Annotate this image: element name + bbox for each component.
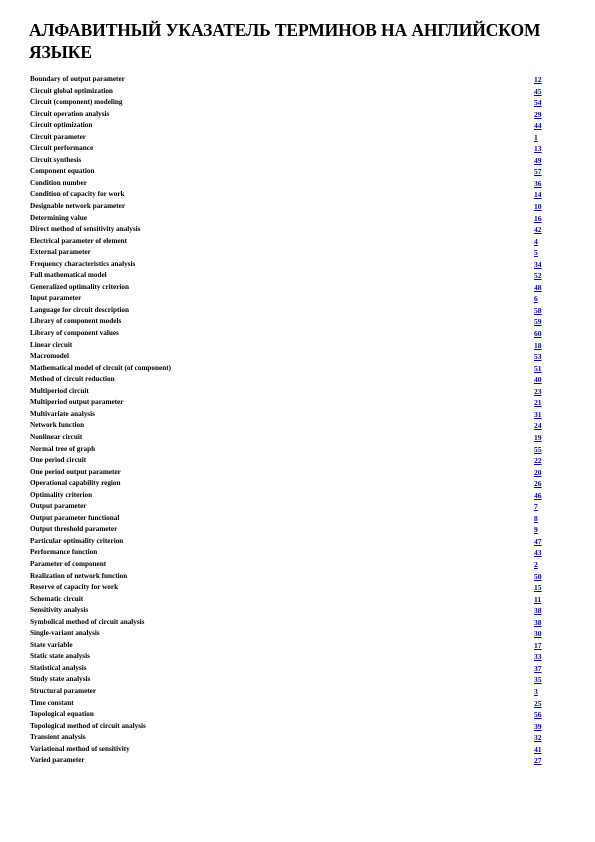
index-term: Circuit (component) modeling: [30, 98, 123, 107]
page-number-link[interactable]: 42: [534, 225, 542, 235]
list-item: [0, 490, 595, 502]
index-term: Structural parameter: [30, 686, 97, 695]
list-item: [0, 536, 595, 548]
list-item: [0, 224, 595, 236]
page-number-link[interactable]: 26: [534, 479, 542, 489]
page-number-link[interactable]: 57: [534, 167, 542, 177]
page-number-link[interactable]: 14: [534, 190, 542, 200]
list-item: [0, 189, 595, 201]
index-term: Full mathematical model: [30, 271, 107, 280]
index-term: Variational method of sensitivity: [30, 744, 130, 753]
index-term: Frequency characteristics analysis: [30, 259, 136, 268]
index-term: Parameter of component: [30, 559, 107, 568]
index-term: Study state analysis: [30, 675, 91, 684]
page-number-link[interactable]: 29: [534, 109, 542, 119]
index-term: Circuit performance: [30, 144, 94, 153]
page-number-link[interactable]: 10: [534, 202, 542, 212]
index-term: Generalized optimality criterion: [30, 282, 130, 291]
index-term: Output parameter: [30, 502, 87, 511]
list-item: [0, 282, 595, 294]
list-item: [0, 155, 595, 167]
index-term: State variable: [30, 640, 73, 649]
index-term: Symbolical method of circuit analysis: [30, 617, 145, 626]
list-item: [0, 420, 595, 432]
page-number-link[interactable]: 23: [534, 386, 542, 396]
page-number-link[interactable]: 27: [534, 756, 542, 766]
list-item: [0, 501, 595, 513]
page-number-link[interactable]: 13: [534, 144, 542, 154]
list-item: [0, 97, 595, 109]
index-term: Single-variant analysis: [30, 629, 100, 638]
page-title: АЛФАВИТНЫЙ УКАЗАТЕЛЬ ТЕРМИНОВ НА АНГЛИЙСКОМ ЯЗЫКЕ: [29, 20, 541, 62]
list-item: [0, 674, 595, 686]
page-number-link[interactable]: 45: [534, 86, 542, 96]
page-number-link[interactable]: 35: [534, 675, 542, 685]
page-number-link[interactable]: 48: [534, 282, 542, 292]
term-index-list: [0, 74, 595, 767]
page-number-link[interactable]: 9: [534, 525, 538, 535]
page-number-link[interactable]: 33: [534, 652, 542, 662]
list-item: [0, 617, 595, 629]
index-term: Particular optimality criterion: [30, 536, 124, 545]
index-term: Component equation: [30, 167, 95, 176]
page-number-link[interactable]: 39: [534, 721, 542, 731]
index-term: Determining value: [30, 213, 87, 222]
list-item: [0, 328, 595, 340]
page-number-link[interactable]: 21: [534, 398, 542, 408]
index-term: Normal tree of graph: [30, 444, 96, 453]
list-item: [0, 340, 595, 352]
page-number-link[interactable]: 43: [534, 548, 542, 558]
page-number-link[interactable]: 46: [534, 490, 542, 500]
list-item: [0, 455, 595, 467]
index-term: Output parameter functional: [30, 513, 120, 522]
list-item: [0, 686, 595, 698]
list-item: [0, 444, 595, 456]
list-item: [0, 409, 595, 421]
page-number-link[interactable]: 11: [534, 594, 542, 604]
page-number-link[interactable]: 53: [534, 352, 542, 362]
index-term: Multivariate analysis: [30, 409, 95, 418]
index-term: Network function: [30, 421, 85, 430]
list-item: [0, 467, 595, 479]
index-term: One period output parameter: [30, 467, 121, 476]
list-item: [0, 213, 595, 225]
list-item: [0, 86, 595, 98]
index-term: External parameter: [30, 248, 91, 257]
page-number-link[interactable]: 38: [534, 606, 542, 616]
page-number-link[interactable]: 59: [534, 317, 542, 327]
list-item: [0, 386, 595, 398]
page-number-link[interactable]: 20: [534, 467, 542, 477]
page-number-link[interactable]: 25: [534, 698, 542, 708]
page-number-link[interactable]: 7: [534, 502, 538, 512]
index-term: Circuit parameter: [30, 132, 86, 141]
list-item: [0, 397, 595, 409]
index-term: Varied parameter: [30, 756, 85, 765]
list-item: [0, 316, 595, 328]
index-term: Condition of capacity for work: [30, 190, 125, 199]
page-number-link[interactable]: 52: [534, 271, 542, 281]
page-number-link[interactable]: 60: [534, 329, 542, 339]
page-number-link[interactable]: 6: [534, 294, 538, 304]
page-number-link[interactable]: 31: [534, 409, 542, 419]
index-term: Macromodel: [30, 352, 69, 361]
list-item: [0, 247, 595, 259]
index-term: Condition number: [30, 178, 87, 187]
page-number-link[interactable]: 18: [534, 340, 542, 350]
index-term: Library of component values: [30, 329, 119, 338]
index-term: Topological equation: [30, 710, 94, 719]
index-term: Output threshold parameter: [30, 525, 118, 534]
list-item: [0, 270, 595, 282]
page-number-link[interactable]: 15: [534, 583, 542, 593]
list-item: [0, 236, 595, 248]
index-term: Circuit optimization: [30, 121, 93, 130]
index-term: Direct method of sensitivity analysis: [30, 225, 141, 234]
list-item: [0, 698, 595, 710]
index-term: Time constant: [30, 698, 74, 707]
index-term: Transient analysis: [30, 733, 86, 742]
list-item: [0, 594, 595, 606]
page-number-link[interactable]: 55: [534, 444, 542, 454]
index-term: Language for circuit description: [30, 305, 129, 314]
list-item: [0, 755, 595, 767]
index-term: Circuit global optimization: [30, 86, 113, 95]
index-term: Operational capability region: [30, 479, 121, 488]
page-number-link[interactable]: 40: [534, 375, 542, 385]
page-number-link[interactable]: 4: [534, 236, 538, 246]
index-term: Sensitivity analysis: [30, 606, 89, 615]
list-item: [0, 513, 595, 525]
page-number-link[interactable]: 8: [534, 513, 538, 523]
page-number-link[interactable]: 12: [534, 75, 542, 84]
index-term: Electrical parameter of element: [30, 236, 128, 245]
page-number-link[interactable]: 17: [534, 640, 542, 650]
list-item: [0, 293, 595, 305]
page-number-link[interactable]: 34: [534, 259, 542, 269]
page-number-link[interactable]: 47: [534, 536, 542, 546]
list-item: [0, 166, 595, 178]
index-term: Reserve of capacity for work: [30, 583, 119, 592]
index-term: Multiperiod circuit: [30, 386, 89, 395]
page-number-link[interactable]: 49: [534, 155, 542, 165]
page-number-link[interactable]: 56: [534, 710, 542, 720]
list-item: [0, 709, 595, 721]
index-term: Input parameter: [30, 294, 82, 303]
page-number-link[interactable]: 16: [534, 213, 542, 223]
page-number-link[interactable]: 41: [534, 744, 542, 754]
list-item: [0, 559, 595, 571]
list-item: [0, 259, 595, 271]
list-item: [0, 432, 595, 444]
list-item: [0, 582, 595, 594]
list-item: [0, 132, 595, 144]
index-term: Topological method of circuit analysis: [30, 721, 146, 730]
page-number-link[interactable]: 38: [534, 617, 542, 627]
page-number-link[interactable]: 54: [534, 98, 542, 108]
page-number-link[interactable]: 30: [534, 629, 542, 639]
index-term: Statistical analysis: [30, 663, 87, 672]
page-number-link[interactable]: 3: [534, 686, 538, 696]
page-number-link[interactable]: 44: [534, 121, 542, 131]
list-item: [0, 120, 595, 132]
list-item: [0, 305, 595, 317]
page-number-link[interactable]: 1: [534, 132, 538, 142]
list-item: [0, 478, 595, 490]
list-item: [0, 605, 595, 617]
list-item: [0, 547, 595, 559]
page-number-link[interactable]: 5: [534, 248, 538, 258]
list-item: [0, 374, 595, 386]
index-term: Boundary of output parameter: [30, 75, 125, 83]
page-number-link[interactable]: 51: [534, 363, 542, 373]
page-number-link[interactable]: 22: [534, 456, 542, 466]
list-item: [0, 721, 595, 733]
list-item: [0, 351, 595, 363]
page-number-link[interactable]: 32: [534, 733, 542, 743]
index-term: Circuit operation analysis: [30, 109, 110, 118]
index-term: Circuit synthesis: [30, 155, 82, 164]
list-item: [0, 628, 595, 640]
index-term: Performance function: [30, 548, 98, 557]
page-number-link[interactable]: 36: [534, 178, 542, 188]
list-item: [0, 732, 595, 744]
index-term: One period circuit: [30, 456, 87, 465]
list-item: [0, 363, 595, 375]
index-term: Realization of network function: [30, 571, 128, 580]
index-term: Schematic circuit: [30, 594, 84, 603]
list-item: [0, 524, 595, 536]
page-number-link[interactable]: 50: [534, 571, 542, 581]
list-item: [0, 663, 595, 675]
list-item: [0, 640, 595, 652]
page-number-link[interactable]: 24: [534, 421, 542, 431]
list-item: [0, 651, 595, 663]
index-term: Nonlinear circuit: [30, 432, 83, 441]
page-number-link[interactable]: 19: [534, 432, 542, 442]
index-term: Designable network parameter: [30, 202, 126, 211]
list-item: [0, 109, 595, 121]
index-term: Multiperiod output parameter: [30, 398, 124, 407]
list-item: [0, 201, 595, 213]
index-term: Library of component models: [30, 317, 122, 326]
page-number-link[interactable]: 37: [534, 663, 542, 673]
list-item: [0, 143, 595, 155]
list-item: [0, 571, 595, 583]
list-item: [0, 178, 595, 190]
page-number-link[interactable]: 2: [534, 559, 538, 569]
index-term: Method of circuit reduction: [30, 375, 115, 384]
index-term: Static state analysis: [30, 652, 90, 661]
list-item: [0, 744, 595, 756]
index-term: Mathematical model of circuit (of component): [30, 363, 171, 372]
list-item: [0, 74, 595, 86]
index-term: Linear circuit: [30, 340, 73, 349]
index-term: Optimality criterion: [30, 490, 93, 499]
page-number-link[interactable]: 58: [534, 305, 542, 315]
